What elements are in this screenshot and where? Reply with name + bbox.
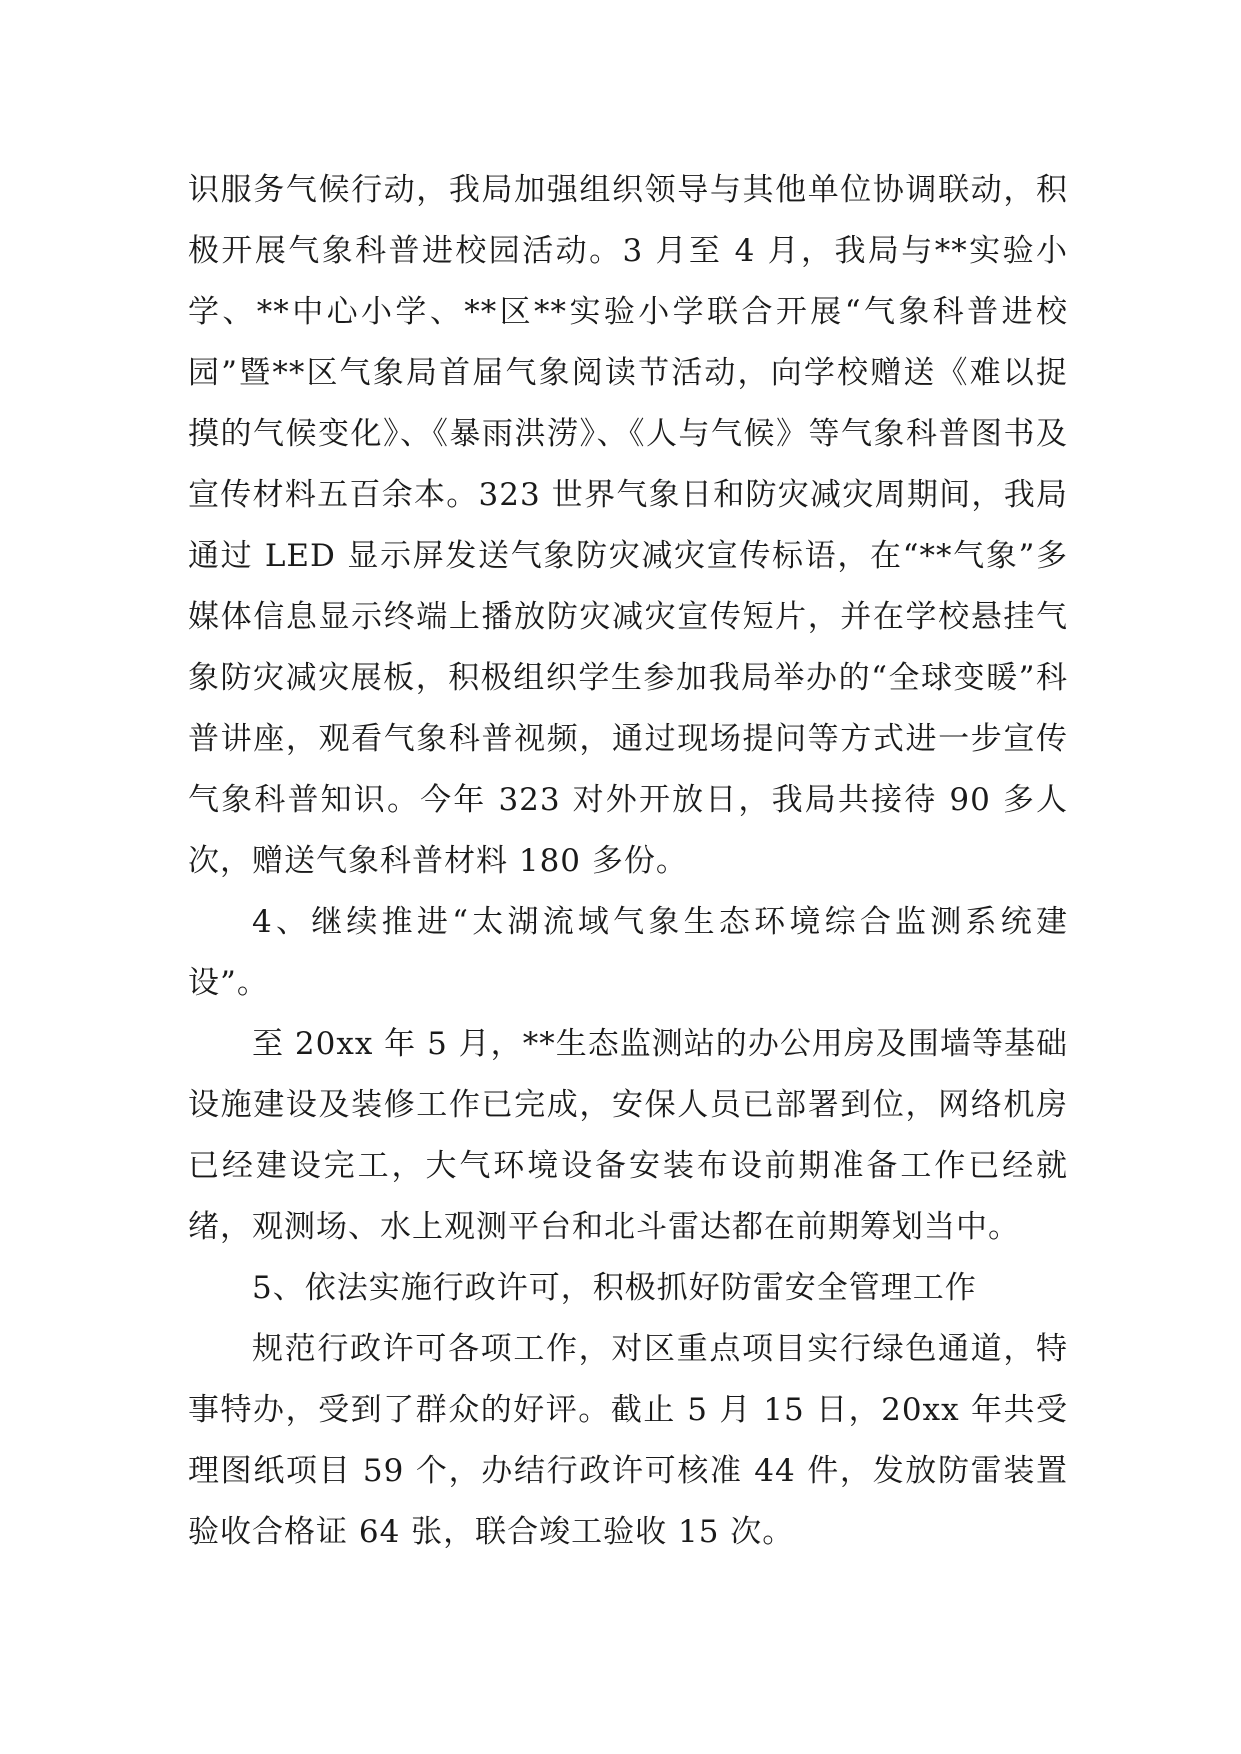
body-text: [188, 160, 1068, 1563]
section-heading-4: 4、继续推进“太湖流域气象生态环境综合监测系统建设”。: [188, 904, 1068, 1001]
section-heading-5: 5、依法实施行政许可，积极抓好防雷安全管理工作: [252, 1270, 977, 1306]
paragraph-continuation: 识服务气候行动，我局加强组织领导与其他单位协调联动，积极开展气象科普进校园活动。3 月至 4 月，我局与**实验小学、**中心小学、**区**实验小学联合开展“气象科普进校园”暨**区气象局首届气象阅读节活动，向学校赠送《难以捉摸的气候变化》、《暴雨洪涝》、《人与气候》等气象科普图书及宣传材料五百余本。323 世界气象日和防灾减灾周期间，我局通过 LED 显示屏发送气象防灾减灾宣传标语，在“**气象”多媒体信息显示终端上播放防灾减灾宣传短片，并在学校悬挂气象防灾减灾展板，积极组织学生参加我局举办的“全球变暖”科普讲座，观看气象科普视频，通过现场提问等方式进一步宣传气象科普知识。今年 323 对外开放日，我局共接待 90 多人次，赠送气象科普材料 180 多份。: [188, 172, 1068, 879]
paragraph-monitoring-station: 至 20xx 年 5 月，**生态监测站的办公用房及围墙等基础设施建设及装修工作已完成，安保人员已部署到位，网络机房已经建设完工，大气环境设备安装布设前期准备工作已经就绪，观测场、水上观测平台和北斗雷达都在前期筹划当中。: [188, 1026, 1068, 1245]
paragraph-administrative-permits: 规范行政许可各项工作，对区重点项目实行绿色通道，特事特办，受到了群众的好评。截止 5 月 15 日，20xx 年共受理图纸项目 59 个，办结行政许可核准 44 件，发放防雷装置验收合格证 64 张，联合竣工验收 15 次。: [188, 1331, 1068, 1550]
